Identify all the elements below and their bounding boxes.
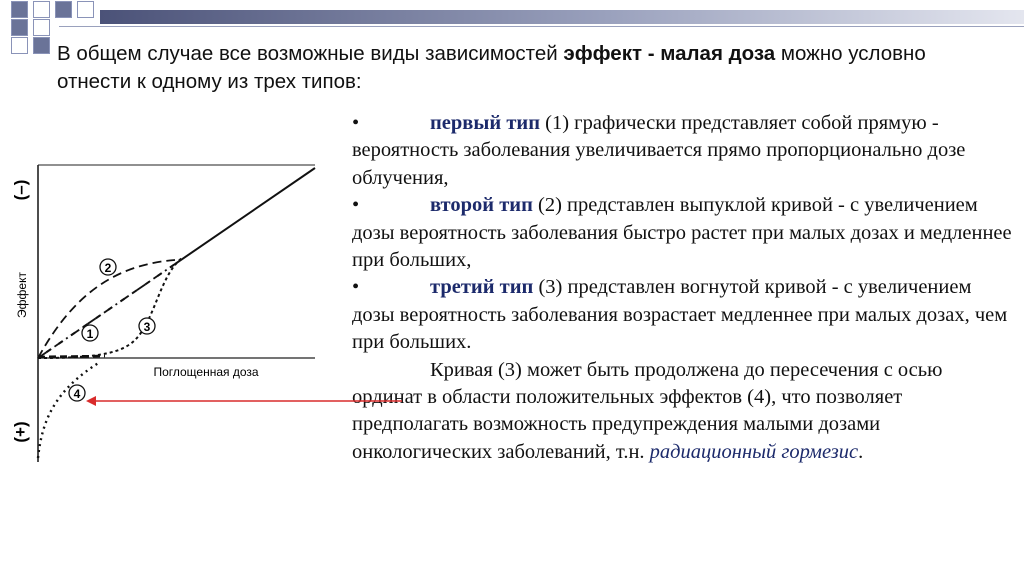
curve-1-dashdot bbox=[38, 264, 175, 358]
decoration-square bbox=[33, 1, 50, 18]
bullet-item-type1 bbox=[352, 110, 1017, 192]
curve-label-3 bbox=[139, 318, 155, 334]
decoration-square bbox=[11, 19, 28, 36]
bullet-marker: • bbox=[352, 194, 360, 217]
types-description bbox=[352, 110, 1017, 466]
decoration-square bbox=[11, 1, 28, 18]
continuation-paragraph bbox=[352, 357, 1017, 467]
continuation-end: . bbox=[858, 440, 864, 463]
decoration-square bbox=[77, 1, 94, 18]
intro-bold-term: эффект - малая доза bbox=[563, 42, 776, 65]
curve-label-4 bbox=[69, 385, 85, 401]
y-axis-label: Эффект bbox=[15, 272, 29, 318]
curve-4 bbox=[38, 362, 100, 458]
intro-text-start: В общем случае все возможные виды зависимостей bbox=[57, 42, 564, 65]
bullet-text: (3) представлен вогнутой кривой - с увеличением дозы вероятность заболевания возрастает медленнее при малых дозах, чем при больших. bbox=[352, 276, 1008, 354]
bullet-item-type2 bbox=[352, 192, 1017, 274]
decoration-bar bbox=[100, 10, 1024, 24]
bullet-text: (2) представлен выпуклой кривой - с увеличением дозы вероятность заболевания быстро растет при малых дозах и медленнее при больших, bbox=[352, 194, 1012, 272]
decoration-square bbox=[33, 37, 50, 54]
decoration-square bbox=[33, 19, 50, 36]
bullet-term: третий тип bbox=[430, 276, 534, 299]
decoration-square bbox=[11, 37, 28, 54]
bullet-text: (1) графически представляет собой прямую - вероятность заболевания увеличивается прямо пропорционально дозе облучения, bbox=[352, 112, 966, 189]
svg-text:4: 4 bbox=[73, 387, 81, 401]
pointer-arrowhead bbox=[86, 396, 96, 406]
curve-label-2 bbox=[100, 259, 116, 275]
curve-3-base bbox=[38, 356, 105, 357]
bullet-marker: • bbox=[352, 112, 360, 134]
dose-effect-graph bbox=[10, 150, 430, 470]
hormesis-term: радиационный гормезис bbox=[649, 440, 859, 463]
negative-region-label: (–) bbox=[11, 179, 30, 201]
bullet-marker: • bbox=[352, 276, 360, 299]
svg-text:3: 3 bbox=[143, 320, 151, 334]
bullet-term: первый тип bbox=[430, 112, 541, 134]
x-axis-label: Поглощенная доза bbox=[153, 365, 259, 379]
curve-label-1 bbox=[82, 325, 98, 341]
decoration-square bbox=[55, 1, 72, 18]
intro-text-end: можно условно отнести к одному из трех типов: bbox=[57, 42, 926, 93]
svg-text:2: 2 bbox=[104, 261, 112, 275]
intro-paragraph bbox=[57, 40, 977, 96]
decoration-line bbox=[59, 26, 1024, 27]
positive-region-label: (+) bbox=[11, 421, 30, 443]
svg-text:1: 1 bbox=[86, 327, 94, 341]
bullet-item-type3 bbox=[352, 274, 1017, 356]
bullet-term: второй тип bbox=[430, 194, 533, 217]
continuation-text: Кривая (3) может быть продолжена до пересечения с осью ординат в области положительных эффектов (4), что позволяет предполагать возможность предупреждения малыми дозами онкологических заболеваний, т.н. bbox=[352, 358, 943, 463]
